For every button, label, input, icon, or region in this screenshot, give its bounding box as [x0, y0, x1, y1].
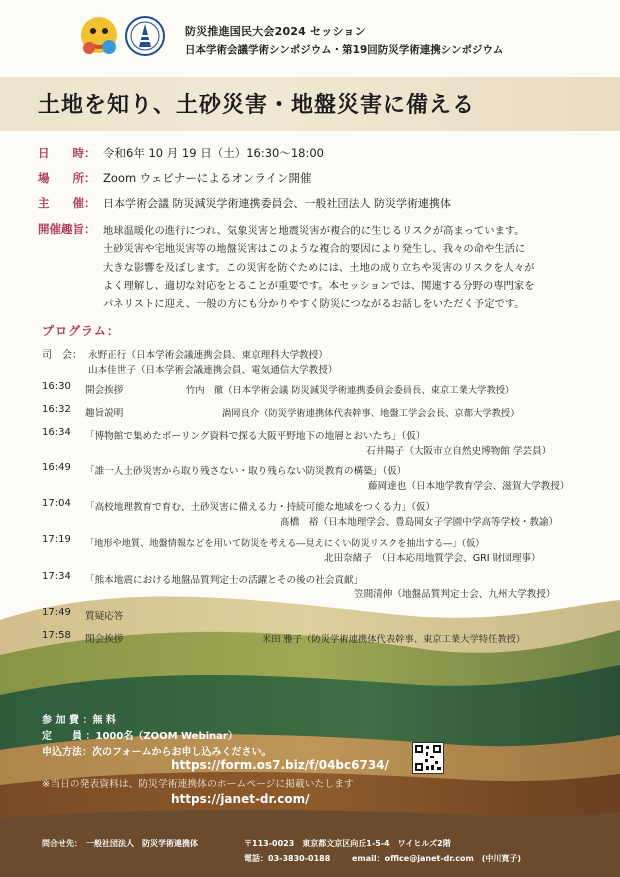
program-time: 16:30	[42, 381, 71, 392]
program-title: 「高校地理教育で育む、土砂災害に備える力・持続可能な地域をつくる力」（仮）	[85, 502, 436, 513]
program-title: 質疑応答	[85, 611, 124, 622]
purpose-line: 大きな影響を及ぼします。この災害を防ぐためには、土地の成り立ちや災害のリスクを人々が	[103, 261, 535, 274]
program-speaker: 藤岡達也（日本地学教育学会、滋賀大学教授）	[368, 481, 570, 492]
host-value: 日本学術会議 防災減災学術連携委員会、一般社団法人 防災学術連携体	[103, 197, 451, 210]
place-value: Zoom ウェビナーによるオンライン開催	[103, 171, 312, 185]
capacity-text: 定 員 ：1000名（ZOOM Webinar）	[42, 731, 238, 742]
program-time: 16:32	[42, 404, 71, 415]
purpose-line: 土砂災害や宅地災害等の地盤災害はこのような複合的要因により発生し、我々の命や生活に	[103, 243, 526, 256]
program-time: 17:04	[42, 498, 71, 509]
program-time: 17:58	[42, 630, 71, 641]
purpose-label: 開催趣旨：	[38, 222, 96, 236]
purpose-line: 地球温暖化の進行につれ、気象災害と地震災害が複合的に生じるリスクが高まっています。	[103, 225, 525, 237]
program-title: 「誰一人土砂災害から取り残さない・取り残らない防災教育の構築」（仮）	[85, 466, 407, 477]
program-title: 「地形や地質、地盤情報などを用いて防災を考える―見えにくい防災リスクを抽出する―」（仮）	[85, 538, 485, 549]
program-speaker: 渦岡良介（防災学術連携体代表幹事、地盤工学会会長、京都大学教授）	[222, 408, 520, 419]
mc-name-2: 山本佳世子（日本学術会議連携会員、電気通信大学教授）	[88, 365, 338, 376]
program-time: 16:49	[42, 462, 71, 473]
contact-phone: 電話：03-3830-0188	[244, 854, 331, 863]
program-title: 「博物館で集めたボーリング資料で探る大阪平野地下の地層とおいたち」（仮）	[85, 431, 426, 442]
header-line2: 日本学術会議学術シンポジウム・第19回防災学術連携シンポジウム	[185, 44, 504, 56]
materials-note: ※当日の発表資料は、防災学術連携体のホームページに掲載いたします	[42, 779, 354, 790]
page-title: 土地を知り、土砂災害・地盤災害に備える	[38, 93, 476, 118]
site-url-link[interactable]: https://janet-dr.com/	[171, 792, 310, 806]
program-speaker: 髙橋 裕（日本地理学会、豊島岡女子学園中学高等学校・教諭）	[280, 517, 559, 528]
fee-text: 参 加 費 ：無 料	[42, 715, 116, 726]
place-label: 場 所：	[38, 171, 96, 185]
science-council-seal-logo	[124, 15, 166, 57]
program-speaker: 米田 雅子（防災学術連携体代表幹事、東京工業大学特任教授）	[262, 634, 526, 645]
program-title: 趣旨説明	[85, 408, 124, 419]
bousai-mascot-logo	[79, 15, 119, 57]
program-heading: プログラム：	[42, 324, 120, 338]
mc-label: 司 会：	[42, 350, 82, 361]
date-value: 令和6年 10 月 19 日（土）16:30〜18:00	[103, 146, 324, 160]
method-text: 申込方法：次のフォームからお申し込みください。	[42, 747, 272, 758]
program-time: 17:19	[42, 534, 71, 545]
program-speaker: 北田奈緒子 （日本応用地質学会、GRI 財団理事）	[324, 553, 541, 564]
program-speaker: 竹内 徹（日本学術会議 防災減災学術連携委員会委員長、東京工業大学教授）	[186, 385, 515, 396]
host-label: 主 催：	[38, 196, 96, 210]
program-title: 「熊本地震における地盤品質判定士の活躍とその後の社会貢献」	[85, 575, 364, 586]
contact-email: email：office@janet-dr.com (中川寛子)	[352, 854, 522, 863]
program-time: 17:49	[42, 607, 71, 618]
purpose-line: よく理解し、適切な対応をとることが重要です。本セッションでは、関連する分野の専門家を	[103, 279, 535, 292]
date-label: 日 時：	[38, 146, 96, 160]
program-title: 開会挨拶	[85, 385, 124, 396]
form-url-link[interactable]: https://form.os7.biz/f/04bc6734/	[171, 758, 389, 772]
header-line1: 防災推進国民大会2024 セッション	[185, 25, 366, 38]
contact-label: 問合せ先： 一般社団法人 防災学術連携体	[42, 839, 198, 848]
qr-code-icon	[413, 743, 443, 773]
purpose-text	[103, 222, 578, 313]
program-speaker: 笠間清伸（地盤品質判定士会、九州大学教授）	[354, 589, 556, 600]
contact-address: 〒113-0023 東京都文京区向丘1-5-4 ワイヒルズ2階	[244, 839, 451, 848]
program-speaker: 石井陽子（大阪市立自然史博物館 学芸員）	[366, 446, 552, 457]
program-time: 17:34	[42, 571, 71, 582]
program-title: 閉会挨拶	[85, 634, 124, 645]
qr-code[interactable]	[412, 742, 444, 774]
program-time: 16:34	[42, 427, 71, 438]
purpose-line: パネリストに迎え、一般の方にも分かりやすく防災につながるお話しをいただく予定です。	[103, 298, 525, 311]
mc-name-1: 永野正行（日本学術会議連携会員、東京理科大学教授）	[88, 350, 328, 361]
